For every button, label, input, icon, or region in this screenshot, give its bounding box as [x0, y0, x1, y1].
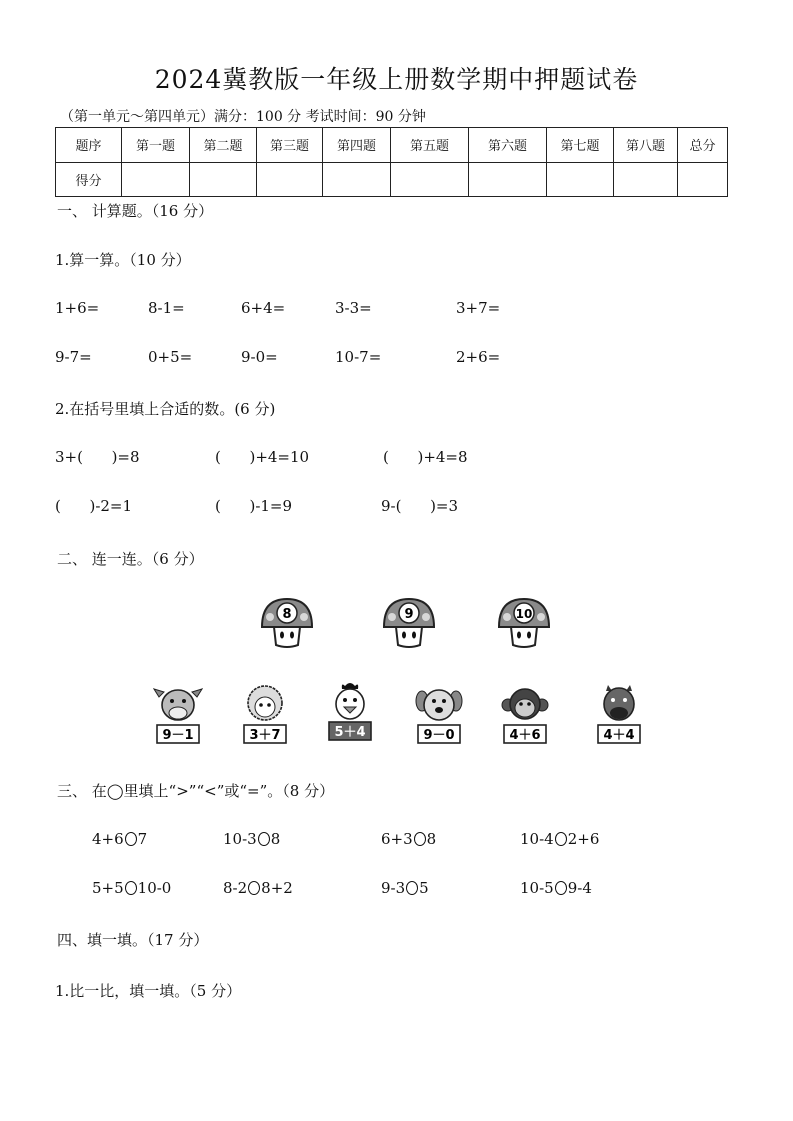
score-cell[interactable]: [614, 162, 678, 197]
section3-heading: 三、 在◯里填上“>”“<”或“=”。（8 分）: [57, 782, 335, 800]
score-cell[interactable]: [469, 162, 547, 197]
q1-heading: 1.算一算。（10 分）: [55, 251, 191, 269]
fill-blank-item[interactable]: 9-( )=3: [381, 497, 459, 515]
dog-icon[interactable]: [414, 683, 464, 745]
compare-right: 8: [426, 830, 437, 848]
score-table-score-row: [56, 162, 728, 197]
score-table-header: 第五题: [391, 128, 469, 163]
compare-item[interactable]: [520, 830, 599, 848]
compare-left: 10-5: [520, 879, 554, 897]
mushroom-number: 10: [515, 607, 533, 621]
compare-item[interactable]: [92, 879, 171, 897]
compare-left: 5+5: [92, 879, 124, 897]
fill-blank-item[interactable]: ( )-2=1: [55, 497, 133, 515]
compare-circle[interactable]: [555, 881, 567, 895]
compare-circle[interactable]: [555, 832, 567, 846]
score-cell[interactable]: [323, 162, 391, 197]
compare-left: 6+3: [381, 830, 413, 848]
cow-icon[interactable]: [153, 683, 203, 745]
compare-right: 9-4: [567, 879, 592, 897]
score-cell[interactable]: [678, 162, 728, 197]
mushroom-number: 8: [282, 607, 292, 622]
compare-circle[interactable]: [406, 881, 418, 895]
score-cell[interactable]: [257, 162, 323, 197]
score-table-header: 第八题: [614, 128, 678, 163]
calc-item: 3-3=: [335, 299, 372, 317]
section1-heading: 一、 计算题。（16 分）: [57, 202, 214, 220]
compare-left: 9-3: [381, 879, 406, 897]
compare-right: 7: [137, 830, 148, 848]
calc-item: 8-1=: [148, 299, 185, 317]
horse-icon[interactable]: [594, 683, 644, 745]
score-table-header: 第三题: [257, 128, 323, 163]
compare-right: 8: [270, 830, 281, 848]
section4-q1-heading: 1.比一比，填一填。（5 分）: [55, 982, 242, 1000]
compare-item[interactable]: [92, 830, 147, 848]
page-title: 2024冀教版一年级上册数学期中押题试卷: [154, 65, 639, 94]
section2-heading: 二、 连一连。（6 分）: [57, 550, 204, 568]
compare-circle[interactable]: [414, 832, 426, 846]
score-cell[interactable]: [190, 162, 257, 197]
fill-blank-item[interactable]: ( )-1=9: [215, 497, 293, 515]
compare-circle[interactable]: [125, 832, 137, 846]
exam-info: （第一单元～第四单元）满分：100 分 考试时间：90 分钟: [60, 109, 426, 125]
score-table-header: 第六题: [469, 128, 547, 163]
mushroom-icon[interactable]: [258, 597, 316, 649]
animal-expression: 9－0: [423, 728, 455, 743]
compare-right: 5: [419, 879, 429, 897]
score-table-header: 第一题: [122, 128, 190, 163]
animal-expression: 5＋4: [334, 725, 366, 740]
compare-item[interactable]: [381, 830, 436, 848]
score-table-header: 第七题: [547, 128, 614, 163]
animal-expression: 4＋6: [509, 728, 541, 743]
calc-item: 2+6=: [456, 348, 501, 366]
animal-expression: 3＋7: [249, 728, 281, 743]
animal-expression: 9－1: [162, 728, 194, 743]
calc-item: 10-7=: [335, 348, 382, 366]
calc-item: 0+5=: [148, 348, 193, 366]
compare-right: 2+6: [567, 830, 600, 848]
score-table-header: 总分: [678, 128, 728, 163]
compare-item[interactable]: [381, 879, 429, 897]
mushroom-number: 9: [404, 607, 414, 622]
compare-item[interactable]: [223, 879, 293, 897]
compare-right: 10-0: [137, 879, 172, 897]
calc-item: 1+6=: [55, 299, 100, 317]
mushroom-icon[interactable]: [495, 597, 553, 649]
compare-item[interactable]: [223, 830, 280, 848]
compare-right: 8+2: [261, 879, 293, 897]
fill-blank-item[interactable]: 3+( )=8: [55, 448, 140, 466]
score-table: [55, 127, 728, 197]
compare-left: 10-3: [223, 830, 257, 848]
fill-blank-item[interactable]: ( )+4=8: [383, 448, 468, 466]
score-row-label: 得分: [56, 162, 122, 197]
compare-left: 8-2: [223, 879, 248, 897]
score-table-header: 题序: [56, 128, 122, 163]
compare-left: 4+6: [92, 830, 124, 848]
calc-item: 3+7=: [456, 299, 501, 317]
sheep-icon[interactable]: [240, 683, 290, 745]
compare-left: 10-4: [520, 830, 554, 848]
score-cell[interactable]: [391, 162, 469, 197]
animal-expression: 4＋4: [603, 728, 635, 743]
monkey-icon[interactable]: [500, 683, 550, 745]
score-cell[interactable]: [122, 162, 190, 197]
score-table-header: 第二题: [190, 128, 257, 163]
calc-item: 9-7=: [55, 348, 92, 366]
score-table-header-row: [56, 128, 728, 163]
compare-circle[interactable]: [248, 881, 260, 895]
fill-blank-item[interactable]: ( )+4=10: [215, 448, 310, 466]
calc-item: 9-0=: [241, 348, 278, 366]
chick-icon[interactable]: [325, 680, 375, 742]
calc-item: 6+4=: [241, 299, 286, 317]
score-table-header: 第四题: [323, 128, 391, 163]
compare-circle[interactable]: [125, 881, 137, 895]
section4-heading: 四、填一填。（17 分）: [57, 931, 209, 949]
q2-heading: 2.在括号里填上合适的数。(6 分): [55, 400, 276, 418]
compare-item[interactable]: [520, 879, 592, 897]
score-cell[interactable]: [547, 162, 614, 197]
mushroom-icon[interactable]: [380, 597, 438, 649]
compare-circle[interactable]: [258, 832, 270, 846]
